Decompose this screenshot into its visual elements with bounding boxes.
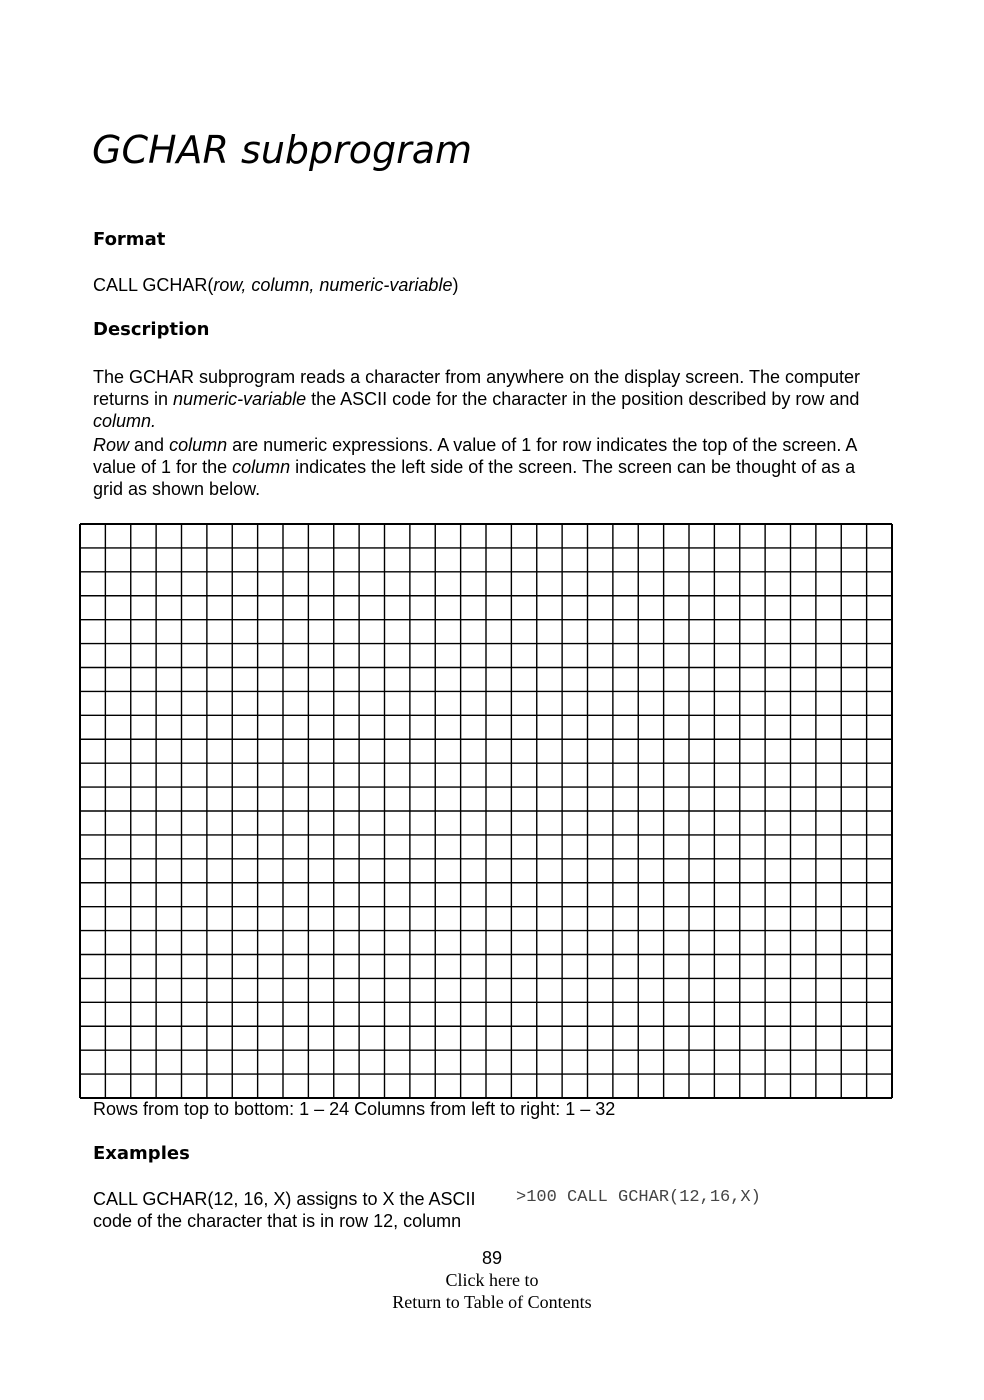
desc-text: are numeric expressions. A value of 1 for row indicates the top of the screen. A value of 1 for the [93,435,857,477]
format-call-prefix: CALL GCHAR( [93,275,214,295]
screen-grid-svg [79,523,893,1099]
format-syntax [93,274,458,296]
description-paragraph-2 [93,434,873,500]
desc-text: and [129,435,170,455]
desc-text: The GCHAR subprogram reads a character from anywhere on the display screen. The computer returns in [93,367,861,409]
example-line-1: CALL GCHAR(12, 16, X) assigns to X the ASCII [93,1189,476,1209]
examples-heading: Examples [93,1143,190,1164]
screen-grid [79,523,893,1099]
example-code: >100 CALL GCHAR(12,16,X) [516,1188,761,1207]
format-call-args: row, column, numeric-variable [213,275,453,295]
desc-emphasis: column [169,435,228,455]
toc-link-line-1[interactable]: Click here to [445,1270,539,1290]
desc-text: indicates the left side of the screen. The screen can be thought of as a grid as shown below. [93,457,856,499]
page-number: 89 [481,1248,503,1268]
format-heading: Format [93,229,166,250]
desc-emphasis: column. [93,411,157,431]
page-title: GCHAR subprogram [92,128,473,172]
example-line-2: code of the character that is in row 12, column [93,1211,462,1231]
desc-emphasis: numeric-variable [173,389,307,409]
format-call-suffix: ) [452,275,459,295]
description-heading: Description [93,319,210,340]
grid-caption: Rows from top to bottom: 1 – 24 Columns from left to right: 1 – 32 [93,1099,616,1119]
description-paragraph-1 [93,366,873,432]
desc-text: the ASCII code for the character in the position described by row and [306,389,860,409]
desc-emphasis: column [232,457,291,477]
desc-emphasis: Row [93,435,130,455]
toc-link-line-2[interactable]: Return to Table of Contents [392,1292,592,1312]
